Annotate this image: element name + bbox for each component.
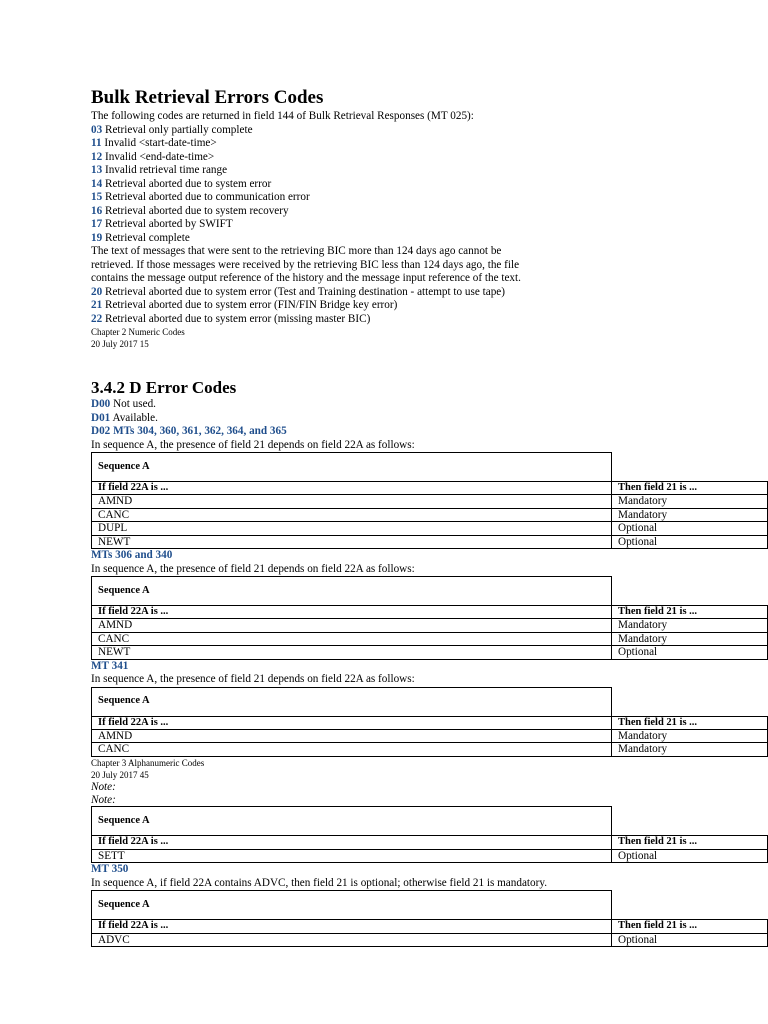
table-cell: DUPL <box>92 522 612 535</box>
code-description: Invalid <start-date-time> <box>104 137 217 149</box>
code-description: Retrieval aborted due to system error (Test and Training destination - attempt to use tape) <box>104 285 505 298</box>
table-cell: Optional <box>612 646 768 659</box>
table-cell: AMND <box>92 619 612 632</box>
code-line <box>91 412 768 426</box>
code-description: Retrieval aborted by SWIFT <box>104 218 233 230</box>
table-cell: NEWT <box>92 535 612 548</box>
section-title: 3.4.2 D Error Codes <box>91 378 237 397</box>
code-description: Retrieval complete <box>104 231 190 244</box>
column-header-if: If field 22A is ... <box>92 920 612 933</box>
table-row <box>92 849 768 862</box>
table-cell: Mandatory <box>612 619 768 632</box>
column-header-then: Then field 21 is ... <box>612 836 768 849</box>
table-cell: SETT <box>92 849 612 862</box>
column-header-then: Then field 21 is ... <box>612 482 768 495</box>
sequence-label: Sequence A <box>92 807 612 836</box>
table-cell: Optional <box>612 849 768 862</box>
field-table <box>91 890 768 947</box>
code-description: Retrieval aborted due to system recovery <box>104 204 289 217</box>
table-row <box>92 495 768 508</box>
document-page <box>91 86 768 947</box>
code-number: D00 <box>91 398 111 410</box>
code-number: 13 <box>91 164 103 176</box>
table-cell: Mandatory <box>612 508 768 521</box>
code-description: Retrieval aborted due to system error (missing master BIC) <box>104 312 371 325</box>
column-header-then: Then field 21 is ... <box>612 716 768 729</box>
retrieval-paragraph: The text of messages that were sent to the retrieving BIC more than 124 days ago cannot be retrieved. If those messages were received by the retrieving BIC less than 124 days ago, the file contains the message output reference of the history and the message input reference of the text. <box>91 245 521 284</box>
page-title: Bulk Retrieval Errors Codes <box>91 87 324 108</box>
code-number: 14 <box>91 177 103 190</box>
intro-text: The following codes are returned in field 144 of Bulk Retrieval Responses (MT 025): <box>91 110 474 122</box>
subsection-intro: In sequence A, if field 22A contains ADVC, then field 21 is optional; otherwise field 21 is mandatory. <box>91 876 548 889</box>
code-number: 16 <box>91 204 103 217</box>
subsection-heading: MT 350 <box>91 863 129 876</box>
footer-date: 20 July 2017 45 <box>91 769 149 780</box>
field-table <box>91 576 768 660</box>
table-cell: AMND <box>92 495 612 508</box>
footer-chapter: Chapter 2 Numeric Codes <box>91 327 185 337</box>
code-description: Retrieval aborted due to communication error <box>104 191 310 203</box>
code-description: Invalid <end-date-time> <box>104 150 215 163</box>
table-row <box>92 619 768 632</box>
code-description: Retrieval only partially complete <box>104 123 253 136</box>
table-row <box>92 743 768 756</box>
code-line <box>91 151 768 165</box>
code-line <box>91 299 768 313</box>
code-line <box>91 286 768 300</box>
table-cell: Optional <box>612 933 768 946</box>
table-cell: AMND <box>92 730 612 743</box>
table-cell: ADVC <box>92 933 612 946</box>
code-line <box>91 124 768 138</box>
table-row <box>92 535 768 548</box>
code-description: Retrieval aborted due to system error <box>104 177 272 190</box>
field-table <box>91 687 768 757</box>
numeric-code-list-a <box>91 124 768 246</box>
code-number: 03 <box>91 123 103 136</box>
column-header-then: Then field 21 is ... <box>612 606 768 619</box>
code-number: 17 <box>91 218 103 230</box>
table-cell: CANC <box>92 632 612 645</box>
code-number: 11 <box>91 137 102 149</box>
subsection-intro: In sequence A, the presence of field 21 depends on field 22A as follows: <box>91 438 415 451</box>
table-row <box>92 508 768 521</box>
code-line <box>91 205 768 219</box>
column-header-if: If field 22A is ... <box>92 716 612 729</box>
footer-chapter: Chapter 3 Alphanumeric Codes <box>91 757 205 768</box>
code-description: Invalid retrieval time range <box>104 164 228 176</box>
table-cell: CANC <box>92 508 612 521</box>
table-cell: Mandatory <box>612 632 768 645</box>
numeric-code-list-b <box>91 286 768 327</box>
code-description: Available. <box>112 411 158 424</box>
table-row <box>92 632 768 645</box>
field-table <box>91 452 768 549</box>
table-cell: Mandatory <box>612 495 768 508</box>
field-table <box>91 806 768 863</box>
table-row <box>92 522 768 535</box>
sequence-label: Sequence A <box>92 453 612 482</box>
footer-date: 20 July 2017 15 <box>91 339 149 349</box>
column-header-then: Then field 21 is ... <box>612 920 768 933</box>
note-label: Note: <box>91 780 116 793</box>
code-number: 15 <box>91 191 103 203</box>
code-description: Retrieval aborted due to system error (FIN/FIN Bridge key error) <box>104 299 398 311</box>
code-number: 19 <box>91 231 103 244</box>
subsection-intro: In sequence A, the presence of field 21 depends on field 22A as follows: <box>91 673 415 686</box>
code-number: 12 <box>91 150 103 163</box>
sequence-label: Sequence A <box>92 577 612 606</box>
column-header-if: If field 22A is ... <box>92 836 612 849</box>
table-cell: Mandatory <box>612 730 768 743</box>
table-row <box>92 933 768 946</box>
code-description: Not used. <box>113 398 156 410</box>
code-line <box>91 164 768 178</box>
code-line <box>91 191 768 205</box>
code-number: 21 <box>91 299 103 311</box>
code-line <box>91 137 768 151</box>
code-number: 22 <box>91 312 103 325</box>
sequence-label: Sequence A <box>92 891 612 920</box>
code-line <box>91 398 768 412</box>
column-header-if: If field 22A is ... <box>92 606 612 619</box>
table-cell: Optional <box>612 535 768 548</box>
code-line <box>91 218 768 232</box>
table-cell: CANC <box>92 743 612 756</box>
subsection-heading: MT 341 <box>91 659 129 672</box>
code-line <box>91 313 768 327</box>
table-cell: Optional <box>612 522 768 535</box>
subsection-heading: D02 MTs 304, 360, 361, 362, 364, and 365 <box>91 425 287 437</box>
table-row <box>92 730 768 743</box>
code-line <box>91 178 768 192</box>
code-line <box>91 232 768 246</box>
code-number: 20 <box>91 285 103 298</box>
column-header-if: If field 22A is ... <box>92 482 612 495</box>
subsection-heading: MTs 306 and 340 <box>91 549 173 562</box>
subsection-intro: In sequence A, the presence of field 21 depends on field 22A as follows: <box>91 562 415 575</box>
table-row <box>92 646 768 659</box>
code-number: D01 <box>91 411 111 424</box>
note-label: Note: <box>91 793 116 806</box>
sequence-label: Sequence A <box>92 687 612 716</box>
table-cell: NEWT <box>92 646 612 659</box>
table-cell: Mandatory <box>612 743 768 756</box>
